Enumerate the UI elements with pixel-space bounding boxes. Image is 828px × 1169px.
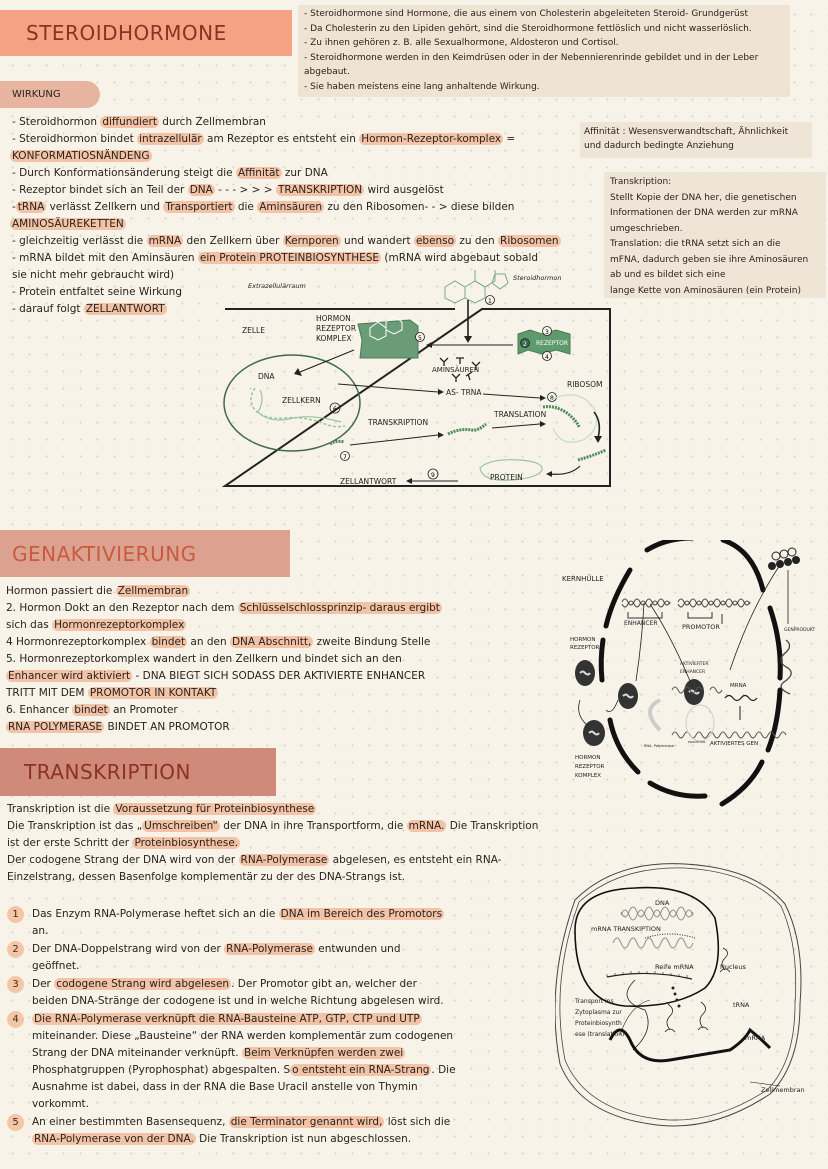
label-ribosom: RIBOSOM [567,380,603,389]
highlighted-term: KONFORMATIOSNÄNDENG [12,150,150,162]
text-line [6,651,442,668]
transcription-note [604,172,826,298]
text-segment: 2. Hormon Dokt an den Rezeptor nach dem [6,602,238,614]
label-translation: TRANSLATION [494,410,547,419]
label-steroidhormon: Steroidhormon [513,274,562,282]
svg-text:7: 7 [343,454,347,461]
diagram-shapes [200,270,620,500]
text-segment: 5. Hormonrezeptorkomplex wandert in den Zellkern und bindet sich an den [6,653,402,665]
text-line [12,199,592,216]
text-line [32,993,472,1010]
label-dna: DNA [655,899,670,907]
label-promotor: PROMOTOR [682,623,720,631]
section-title-steroidhormone [0,10,292,56]
text-segment: Die Transkription ist nun abgeschlossen. [195,1133,412,1145]
label-rezeptor: REZEPTOR [536,340,569,347]
highlighted-term: RNA-Polymerase [240,854,328,866]
highlighted-term: Beim Verknüpfen werden zwei [243,1047,404,1059]
text-segment: den Zellkern über [183,235,283,247]
highlighted-term: Affinität [237,167,280,179]
text-line [12,114,592,131]
label-line: ENHANCER [680,670,706,675]
text-segment: (mRNA wird abgebaut sobald [381,252,539,264]
svg-text:9: 9 [431,472,435,479]
label-zellmembran: Zellmembran [761,1086,805,1094]
label-protein: PROTEIN [490,473,523,482]
affinity-note [580,122,812,158]
text-line [6,617,442,634]
transkription-step [7,906,477,940]
highlighted-term: Umschreiben“ [144,820,218,832]
step-number-badge: 4 [7,1011,24,1028]
label-hormon-rezeptor [570,636,599,652]
text-segment: 6. Enhancer [6,704,73,716]
step-number-badge: 2 [7,941,24,958]
text-segment: an den [187,636,230,648]
text-line [7,801,538,818]
text-segment: sich das [6,619,53,631]
label-line: AKTIVIERTER [680,662,709,667]
text-segment: Einzelstrang, dessen Basenfolge komplementär zu der des DNA-Strangs ist. [7,871,406,883]
highlighted-term: Proteinbiosynthese. [134,837,239,849]
text-segment: - Steroidhormon bindet [12,133,138,145]
text-segment: BINDET AN PROMOTOR [104,721,230,733]
highlighted-term: o entsteht ein RNA-Strang [292,1064,430,1076]
text-line: Transkription: [610,177,672,187]
text-line [32,1131,472,1148]
text-line [32,1028,472,1045]
label-line: Zytoplasma zur [575,1009,622,1016]
label-nucleus: Nucleus [720,963,746,971]
text-line [6,702,442,719]
text-segment: . Der Promotor gibt an, welcher der [231,978,417,990]
text-line [32,1096,472,1113]
highlighted-term: ein Protein PROTEINBIOSYNTHESE [199,252,380,264]
svg-text:1: 1 [488,298,492,305]
text-segment: - [12,201,16,213]
gene-activation-diagram [550,540,828,850]
text-line [32,976,472,993]
text-segment: an. [32,925,49,937]
section-title-transkription [0,748,276,796]
label-mrna-transkiption: mRNA TRANSKIPTION [591,925,661,933]
text-segment: der DNA in ihre Transportform, die [219,820,407,832]
text-segment: am Rezeptor es entsteht ein [203,133,360,145]
label-enhancer: ENHANCER [624,620,658,627]
highlighted-term: DNA [189,184,213,196]
step-number-badge: 3 [7,976,24,993]
label-mrna: mRNA [745,1034,766,1042]
highlighted-term: Transportiert [165,201,233,213]
text-segment: sie nicht mehr gebraucht wird) [12,269,175,281]
highlighted-term: mRNA [148,235,182,247]
highlighted-term: Hormon-Rezeptor-komplex [361,133,502,145]
text-line [32,1079,472,1096]
text-segment: - Rezeptor bindet sich an Teil der [12,184,188,196]
label-mrna: MRNA [730,683,747,689]
genaktivierung-list [6,583,442,736]
text-segment: verlässt Zellkern und [46,201,164,213]
text-segment: Phosphatgruppen (Pyrophosphat) abgespalten. S [32,1064,291,1076]
text-line [32,1011,472,1028]
label-genprodukt: GENPRODUKT [784,628,816,633]
hrk-line: REZEPTOR [316,324,357,333]
text-line [12,165,592,182]
text-line [6,583,442,600]
label-line: HORMON [575,755,601,761]
text-segment: TRITT MIT DEM [6,687,88,699]
text-line [32,1114,472,1131]
label-aktiviertes-gen: AKTIVIERTES GEN [710,741,759,747]
text-segment: Die Transkription ist das „ [7,820,143,832]
text-line [12,233,592,250]
section-title-text: STEROIDHORMONE [26,21,227,45]
highlighted-term: RNA-Polymerase von der DNA. [34,1133,194,1145]
label-hrk [575,754,604,781]
highlighted-term: bindet [74,704,108,716]
step-body [32,941,472,975]
text-segment: - Protein entfaltet seine Wirkung [12,286,182,298]
highlighted-term: tRNA [17,201,45,213]
label-line: REZEPTOR [575,764,605,770]
text-line: mFNA, dadurch geben sie ihre Aminosäuren [610,254,809,265]
text-segment: 4 Hormonrezeptorkomplex [6,636,150,648]
highlighted-term: TRANSKRIPTION [277,184,363,196]
step-body [32,1114,472,1148]
text-segment: Der codogene Strang der DNA wird von der [7,854,239,866]
text-segment: vorkommt. [32,1098,89,1110]
label-rna-polymerase: RNA- Polymerase [644,744,675,748]
text-segment: Ausnahme ist dabei, dass in der RNA die Base Uracil anstelle von Thymin [32,1081,418,1093]
transkription-step [7,1114,477,1148]
label-promotor-small: PROMOTOR [688,740,706,744]
text-segment: zweite Bindung Stelle [313,636,431,648]
text-segment: - - - > > > [214,184,276,196]
text-line: Stellt Kopie der DNA her, die genetischen [610,192,797,203]
step-body [32,976,472,1010]
section-title-text: GENAKTIVIERUNG [12,541,197,566]
text-line: abgebaut. [304,67,350,78]
highlighted-term: RNA-Polymerase [226,943,313,955]
highlighted-term: AMINOSÄUREKETTEN [12,218,124,230]
text-segment: wird ausgelöst [364,184,444,196]
label-line: Transport ins [575,998,614,1005]
transkription-step [7,1011,477,1113]
text-segment: Der [32,978,55,990]
svg-text:6: 6 [333,406,337,413]
highlighted-term: Enhancer wird aktiviert [8,670,131,682]
text-segment: - Steroidhormon [12,116,101,128]
transkription-intro [7,801,538,886]
highlighted-term: Die RNA-Polymerase verknüpft die RNA-Bausteine ATP, GTP, CTP und UTP [34,1013,420,1025]
text-line: - Steroidhormone sind Hormone, die aus einem von Cholesterin abgeleiteten Steroid- Grundgerüst [304,9,748,19]
highlighted-term: Kernporen [284,235,339,247]
label-aminosaeuren: AMINSÄUREN [432,366,480,374]
text-segment: beiden DNA-Stränge der codogene ist und in welche Richtung abgelesen wird. [32,995,444,1007]
highlighted-term: Ribosomen [500,235,559,247]
highlighted-term: RNA POLYMERASE [8,721,103,733]
subtitle-text: WIRKUNG [12,89,61,100]
highlighted-term: DNA im Bereich des Promotors [280,908,443,920]
label-line: KOMPLEX [575,773,602,779]
text-line: - Sie haben meistens eine lang anhaltende Wirkung. [304,81,540,92]
section-title-text: TRANSKRIPTION [24,760,191,784]
transcription-cell-diagram [555,860,828,1130]
svg-text:5: 5 [418,335,422,342]
text-segment: löst sich die [384,1116,451,1128]
svg-text:4: 4 [545,354,549,361]
label-reife-mrna: Reife mRNA [655,963,694,971]
steroid-mechanism-diagram [200,270,620,500]
label-line: HORMON [570,637,596,643]
text-segment: und wandert [340,235,414,247]
label-zellkern: ZELLKERN [282,396,321,405]
text-segment: an Promoter [109,704,178,716]
text-line [10,148,592,165]
text-line [10,216,592,233]
affinity-note-line: Affinität : Wesensverwandtschaft, Ähnlichkeit [584,127,789,137]
highlighted-term: diffundiert [102,116,157,128]
text-line [12,182,592,199]
transkription-step [7,941,477,975]
highlighted-term: codogene Strang wird abgelesen [56,978,230,990]
text-line [32,958,472,975]
text-segment: entwunden und [314,943,401,955]
highlighted-term: ZELLANTWORT [85,303,165,315]
label-as-trna: AS- TRNA [446,388,482,397]
highlighted-term: intrazellulär [139,133,202,145]
text-line [7,818,538,835]
text-segment: abgelesen, es entsteht ein RNA- [329,854,502,866]
text-segment: Transkription ist die [7,803,114,815]
info-box-steroidhormone [298,5,790,97]
svg-text:8: 8 [550,395,554,402]
text-segment: zu den [456,235,499,247]
text-segment: - mRNA bildet mit den Aminsäuren [12,252,198,264]
label-line: REZEPTOR [570,645,600,651]
text-line [7,835,538,852]
text-line: - Zu ihnen gehören z. B. alle Sexualhormone, Aldosteron und Cortisol. [304,38,619,49]
svg-text:3: 3 [545,329,549,336]
text-line [6,685,442,702]
highlighted-term: ebenso [415,235,455,247]
step-body [32,1011,472,1113]
text-line: umgeschrieben. [610,223,683,234]
text-line: ab und es bildet sich eine [610,270,726,280]
svg-text:2: 2 [523,341,527,348]
text-line [32,1062,472,1079]
section-title-genaktivierung [0,530,290,577]
step-body [32,906,472,940]
text-line [32,923,472,940]
text-segment: miteinander. Diese „Bausteine“ der RNA werden komplementär zum codogenen [32,1030,454,1042]
text-line [7,869,538,886]
text-line [6,634,442,651]
highlighted-term: die Terminator genannt wird, [230,1116,383,1128]
highlighted-term: Schlüsselschlossprinzip- daraus ergibt [239,602,440,614]
transkription-step [7,976,477,1010]
label-zellantwort: ZELLANTWORT [340,477,397,486]
highlighted-term: Voraussetzung für Proteinbiosynthese [115,803,315,815]
label-dna: DNA [258,372,275,381]
text-segment: An einer bestimmten Basensequenz, [32,1116,229,1128]
step-number-badge: 1 [7,906,24,923]
label-aktivierter-enhancer [680,661,709,677]
highlighted-term: DNA Abschnitt, [231,636,312,648]
label-transkription: TRANSKRIPTION [368,418,429,427]
text-line [7,852,538,869]
text-segment: ist der erste Schritt der [7,837,133,849]
text-segment: Der DNA-Doppelstrang wird von der [32,943,225,955]
label-extrazellulaer: Extrazellulärraum [248,282,306,290]
text-segment: zur DNA [281,167,328,179]
text-line [32,941,472,958]
text-line: Translation: die tRNA setzt sich an die [610,239,781,249]
highlighted-term: Aminsäuren [259,201,322,213]
label-line: ese (translation) [575,1031,625,1038]
text-line: lange Kette von Aminosäuren (ein Protein) [610,285,801,296]
text-segment: - DNA BIEGT SICH SODASS DER AKTIVIERTE ENHANCER [132,670,426,682]
text-segment: die [234,201,258,213]
text-segment: durch Zellmembran [158,116,266,128]
label-line: Proteinbiosynth [575,1020,622,1027]
label-zelle: ZELLE [242,326,265,335]
text-line: Informationen der DNA werden zur mRNA [610,208,798,218]
subtitle-wirkung [0,81,100,108]
text-line [32,906,472,923]
text-line: - Da Cholesterin zu den Lipiden gehört, sind die Steroidhormone fettlöslich und nicht wasserlöslich. [304,23,752,34]
label-hrk [316,314,356,344]
highlighted-term: Zellmembran [117,585,189,597]
text-line: - Steroidhormone werden in den Keimdrüsen oder in der Nebennierenrinde gebildet und in der Leber [304,52,759,63]
text-line [6,719,442,736]
text-segment: - Durch Konformationsänderung steigt die [12,167,236,179]
text-line [6,668,442,685]
text-segment: Die Transkription [446,820,539,832]
text-line [32,1045,472,1062]
text-segment: Das Enzym RNA-Polymerase heftet sich an die [32,908,279,920]
label-trna: tRNA [733,1001,750,1009]
text-segment: = [503,133,516,145]
label-kernhuelle: KERNHÜLLE [562,575,604,583]
text-segment: geöffnet. [32,960,80,972]
text-segment: . Die [431,1064,456,1076]
highlighted-term: mRNA. [408,820,445,832]
diagram-shapes [550,540,828,850]
hrk-line: HORMON [316,314,351,323]
text-segment: - gleichzeitig verlässt die [12,235,147,247]
text-segment: Strang der DNA miteinander verknüpft. [32,1047,242,1059]
affinity-note-line: und dadurch bedingte Anziehung [584,141,734,151]
highlighted-term: PROMOTOR IN KONTAKT [89,687,217,699]
text-segment: Hormon passiert die [6,585,116,597]
step-number-badge: 5 [7,1114,24,1131]
text-segment: - darauf folgt [12,303,84,315]
hrk-line: KOMPLEX [316,334,352,343]
label-transport [575,996,624,1040]
highlighted-term: Hormonrezeptorkomplex [54,619,185,631]
text-line [12,131,592,148]
highlighted-term: bindet [151,636,186,648]
text-segment: zu den Ribosomen- - > diese bilden [323,201,515,213]
text-line [12,250,592,267]
text-line [6,600,442,617]
